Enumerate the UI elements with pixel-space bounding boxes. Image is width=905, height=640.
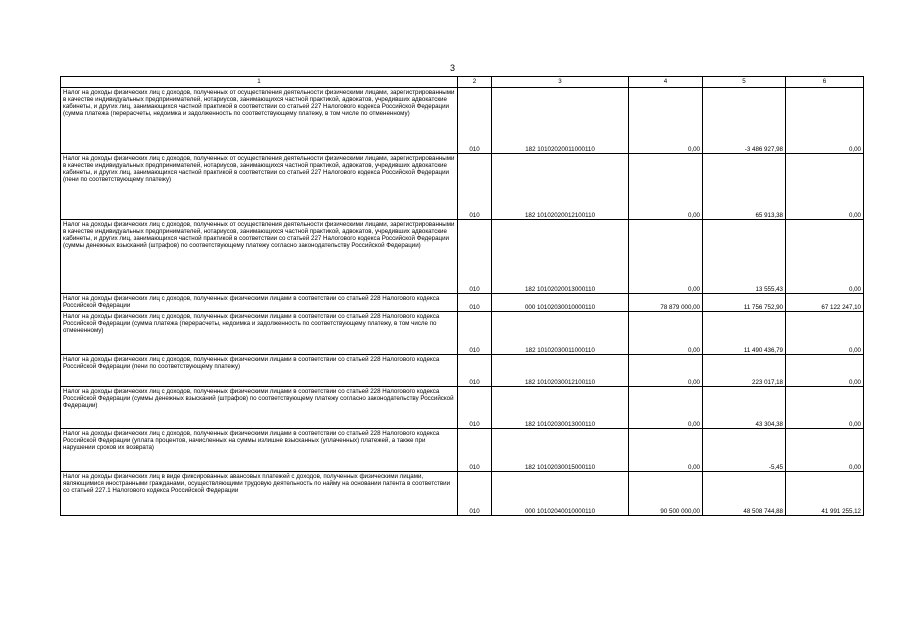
header-row xyxy=(61,77,864,88)
row-col4: 0,00 xyxy=(629,387,703,429)
row-col4: 0,00 xyxy=(629,220,703,294)
row-col4: 90 500 000,00 xyxy=(629,472,703,516)
row-kbk: 182 10102020013000110 xyxy=(492,220,629,294)
table-row xyxy=(61,312,864,355)
row-name: Налог на доходы физических лиц с доходов, полученных физическими лицами в соответствии со статьей 228 Налогового кодекса Российской Федерации (уплата процентов, начисленных на суммы излишне взысканных (уплаченных) платежей, а также при нарушении сроков их возврата) xyxy=(61,429,458,472)
table-row xyxy=(61,472,864,516)
row-name: Налог на доходы физических лиц с доходов, полученных физическими лицами в соответствии со статьей 228 Налогового кодекса Российской Федерации (сумма платежа (перерасчеты, недоимка и задолженность по соответствующему платежу, в том числе по отмененному) xyxy=(61,312,458,355)
header-col-6: 6 xyxy=(786,77,864,88)
row-line-code: 010 xyxy=(458,387,492,429)
header-col-5: 5 xyxy=(703,77,786,88)
row-line-code: 010 xyxy=(458,88,492,154)
table-row xyxy=(61,154,864,220)
table-row xyxy=(61,294,864,312)
row-line-code: 010 xyxy=(458,220,492,294)
row-col6: 41 991 255,12 xyxy=(786,472,864,516)
row-col5: 11 490 436,79 xyxy=(703,312,786,355)
table-row xyxy=(61,88,864,154)
row-line-code: 010 xyxy=(458,294,492,312)
row-col4: 0,00 xyxy=(629,154,703,220)
row-kbk: 182 10102030013000110 xyxy=(492,387,629,429)
row-col5: -3 486 927,98 xyxy=(703,88,786,154)
row-col4: 78 879 000,00 xyxy=(629,294,703,312)
row-kbk: 182 10102030015000110 xyxy=(492,429,629,472)
row-name: Налог на доходы физических лиц в виде фиксированных авансовых платежей с доходов, полученных физическими лицами, являющимися иностранными гражданами, осуществляющими трудовую деятельность по найму на основании патента в соответствии со статьей 227.1 Налогового кодекса Российской Федерации xyxy=(61,472,458,516)
row-col4: 0,00 xyxy=(629,88,703,154)
row-line-code: 010 xyxy=(458,429,492,472)
row-col4: 0,00 xyxy=(629,429,703,472)
row-kbk: 182 10102030011000110 xyxy=(492,312,629,355)
row-kbk: 000 10102040010000110 xyxy=(492,472,629,516)
header-col-4: 4 xyxy=(629,77,703,88)
row-col6: 0,00 xyxy=(786,312,864,355)
page-number: 3 xyxy=(449,63,455,73)
row-col6: 0,00 xyxy=(786,355,864,387)
row-line-code: 010 xyxy=(458,355,492,387)
table-row xyxy=(61,355,864,387)
row-kbk: 000 10102030010000110 xyxy=(492,294,629,312)
row-col5: 65 913,38 xyxy=(703,154,786,220)
row-col5: 13 555,43 xyxy=(703,220,786,294)
row-line-code: 010 xyxy=(458,472,492,516)
row-col6: 0,00 xyxy=(786,387,864,429)
row-col5: 43 304,38 xyxy=(703,387,786,429)
row-col5: 11 756 752,90 xyxy=(703,294,786,312)
row-col6: 0,00 xyxy=(786,429,864,472)
row-col6: 0,00 xyxy=(786,88,864,154)
row-kbk: 182 10102030012100110 xyxy=(492,355,629,387)
table-row xyxy=(61,429,864,472)
row-col6: 0,00 xyxy=(786,154,864,220)
row-name: Налог на доходы физических лиц с доходов, полученных от осуществления деятельности физическими лицами, зарегистрированными в качестве индивидуальных предпринимателей, нотариусов, занимающихся частной практикой, адвокатов, учредивших адвокатские кабинеты, и других лиц, занимающихся частной практикой в соответствии со статьей 227 Налогового кодекса Российской Федерации (сумма платежа (перерасчеты, недоимка и задолженность по соответствующему платежу, в том числе по отмененному) xyxy=(61,88,458,154)
row-col6: 67 122 247,10 xyxy=(786,294,864,312)
row-col5: 48 508 744,88 xyxy=(703,472,786,516)
row-line-code: 010 xyxy=(458,312,492,355)
row-col6: 0,00 xyxy=(786,220,864,294)
row-col4: 0,00 xyxy=(629,355,703,387)
report-table xyxy=(60,76,864,516)
row-col4: 0,00 xyxy=(629,312,703,355)
header-col-3: 3 xyxy=(492,77,629,88)
table-row xyxy=(61,387,864,429)
row-name: Налог на доходы физических лиц с доходов, полученных физическими лицами в соответствии со статьей 228 Налогового кодекса Российской Федерации (пени по соответствующему платежу) xyxy=(61,355,458,387)
row-kbk: 182 10102020012100110 xyxy=(492,154,629,220)
row-name: Налог на доходы физических лиц с доходов, полученных физическими лицами в соответствии со статьей 228 Налогового кодекса Российской Федерации xyxy=(61,294,458,312)
row-col5: -5,45 xyxy=(703,429,786,472)
row-name: Налог на доходы физических лиц с доходов, полученных физическими лицами в соответствии со статьей 228 Налогового кодекса Российской Федерации (суммы денежных взысканий (штрафов) по соответствующему платежу согласно законодательству Российской Федерации) xyxy=(61,387,458,429)
row-kbk: 182 10102020011000110 xyxy=(492,88,629,154)
row-name: Налог на доходы физических лиц с доходов, полученных от осуществления деятельности физическими лицами, зарегистрированными в качестве индивидуальных предпринимателей, нотариусов, занимающихся частной практикой, адвокатов, учредивших адвокатские кабинеты, и других лиц, занимающихся частной практикой в соответствии со статьей 227 Налогового кодекса Российской Федерации (суммы денежных взысканий (штрафов) по соответствующему платежу согласно законодательству Российской Федерации) xyxy=(61,220,458,294)
row-name: Налог на доходы физических лиц с доходов, полученных от осуществления деятельности физическими лицами, зарегистрированными в качестве индивидуальных предпринимателей, нотариусов, занимающихся частной практикой, адвокатов, учредивших адвокатские кабинеты, и других лиц, занимающихся частной практикой в соответствии со статьей 227 Налогового кодекса Российской Федерации (пени по соответствующему платежу) xyxy=(61,154,458,220)
row-col5: 223 017,18 xyxy=(703,355,786,387)
table-row xyxy=(61,220,864,294)
row-line-code: 010 xyxy=(458,154,492,220)
header-col-2: 2 xyxy=(458,77,492,88)
header-col-1: 1 xyxy=(61,77,458,88)
